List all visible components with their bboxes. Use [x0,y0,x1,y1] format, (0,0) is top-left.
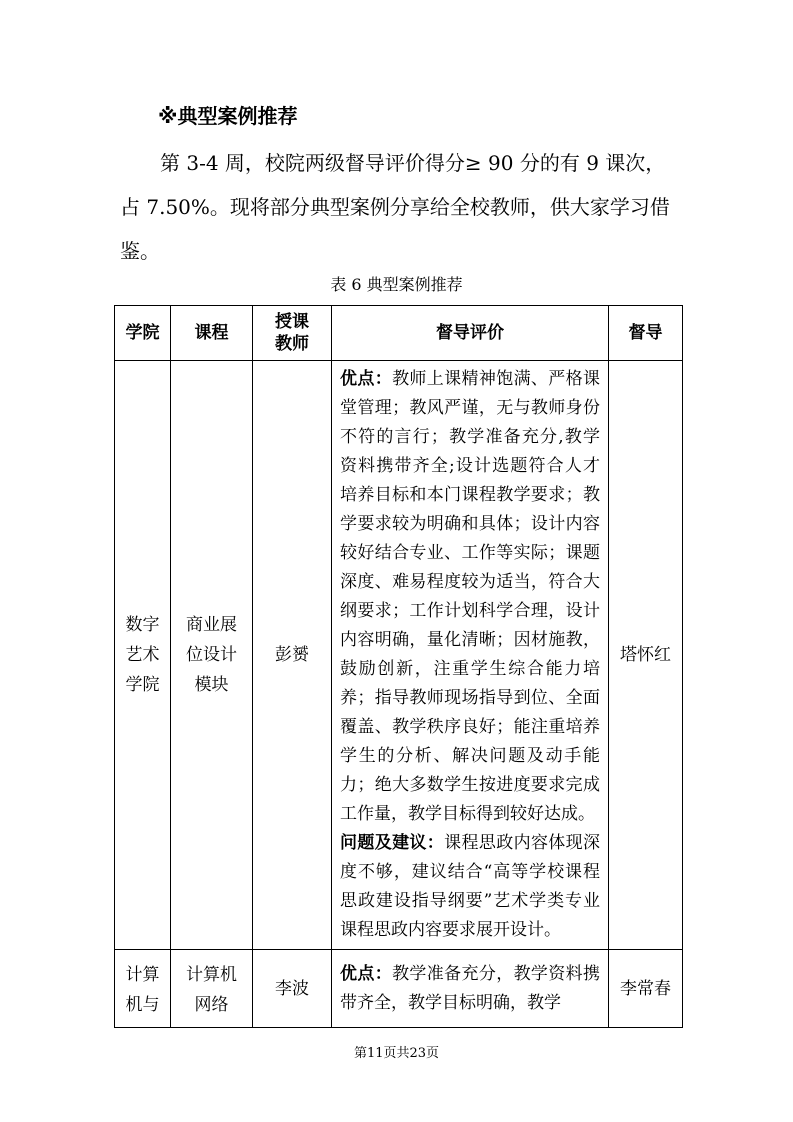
page-footer: 第11页共23页 [353,1046,440,1061]
col-header-college: 学院 [115,306,171,361]
strengths-text: 教学准备充分，教学资料携带齐全，教学目标明确，教学 [340,964,601,1013]
col-header-supervisor: 督导 [609,306,683,361]
strengths-text: 教师上课精神饱满、严格课堂管理；教风严谨，无与教师身份不符的言行；教学准备充分,教学资料携带齐全;设计选题符合人才培养目标和本门课程教学要求；教学要求较为明确和具体；设计内容较好结合专业、工作等实际；课题深度、难易程度较为适当，符合大纲要求；工作计划科学合理，设计内容明确，量化清晰；因材施教，鼓励创新，注重学生综合能力培养；指导教师现场指导到位、全面覆盖、教学秩序良好；能注重培养学生的分析、解决问题及动手能力；绝大多数学生按进度要求完成工作量，教学目标得到较好达成。 [340,369,601,824]
table-row [115,361,683,950]
cell-course: 商业展位设计模块 [171,361,253,950]
issues-label: 问题及建议： [340,833,445,853]
col-header-teacher: 授课教师 [253,306,332,361]
cell-supervisor: 塔怀红 [609,361,683,950]
cell-teacher: 彭赟 [253,361,332,950]
strengths-label: 优点： [340,369,393,389]
cell-evaluation [332,950,609,1028]
cell-college: 数字艺术学院 [115,361,171,950]
issues-text: 课程思政内容体现深度不够，建议结合“高等学校课程思政建设指导纲要”艺术学类专业课程思政内容要求展开设计。 [340,833,601,940]
strengths-label: 优点： [340,964,393,984]
table-caption: 表 6 典型案例推荐 [330,275,463,294]
table-row [115,950,683,1028]
col-header-course: 课程 [171,306,253,361]
table-header-row [115,306,683,361]
section-heading: ※典型案例推荐 [158,104,298,128]
intro-paragraph: 第 3-4 周，校院两级督导评价得分≥ 90 分的有 9 课次，占 7.50%。现将部分典型案例分享给全校教师，供大家学习借鉴。 [120,151,670,263]
case-table [114,305,683,1028]
cell-evaluation [332,361,609,950]
cell-course: 计算机网络 [171,950,253,1028]
cell-supervisor: 李常春 [609,950,683,1028]
cell-college: 计算机与 [115,950,171,1028]
cell-teacher: 李波 [253,950,332,1028]
col-header-evaluation: 督导评价 [332,306,609,361]
